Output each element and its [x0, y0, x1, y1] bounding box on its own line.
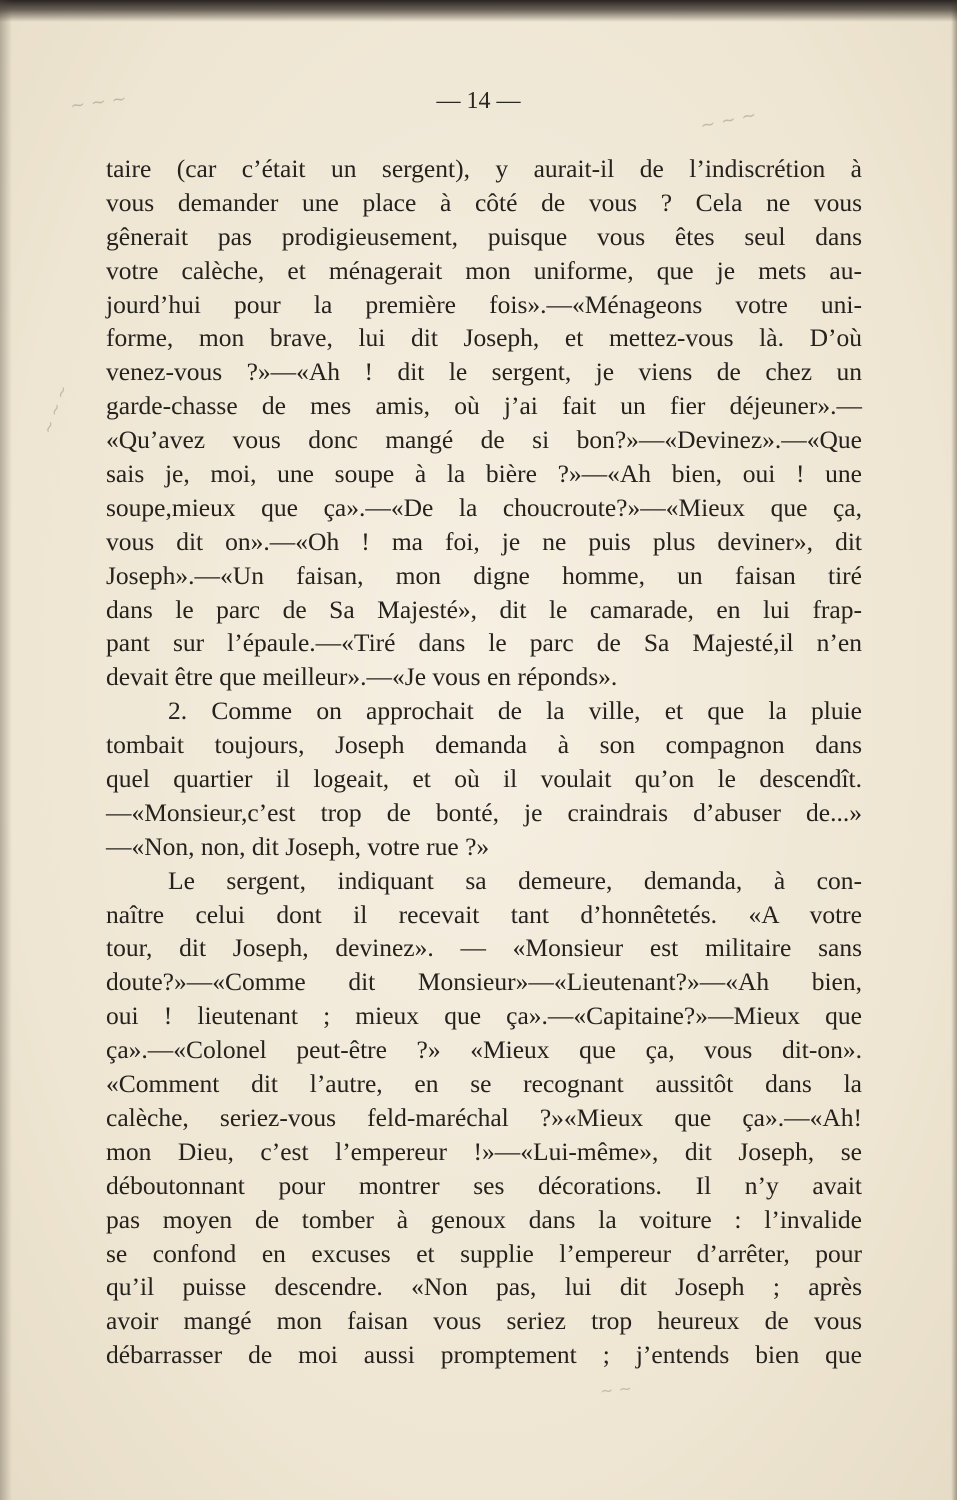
text-line: qu’il puisse descendre. «Non pas, lui dit Joseph ; après: [106, 1272, 862, 1302]
paragraph-start-line: Le sergent, indiquant sa demeure, demanda, à con-: [168, 865, 862, 895]
text-line: pant sur l’épaule.—«Tiré dans le parc de Sa Majesté,il n’en: [106, 628, 862, 658]
text-line: vous demander une place à côté de vous ? Cela ne vous: [106, 187, 862, 217]
text-line: —«Monsieur,c’est trop de bonté, je craindrais d’abuser de...»: [106, 797, 862, 827]
text-line: quel quartier il logeait, et où il voulait qu’on le descendît.: [106, 764, 862, 794]
text-line: ça».—«Colonel peut-être ?» «Mieux que ça, vous dit-on».: [106, 1035, 862, 1065]
text-line: gênerait pas prodigieusement, puisque vous êtes seul dans: [106, 221, 862, 251]
text-line: garde-chasse de mes amis, où j’ai fait un fier déjeuner».—: [106, 391, 862, 421]
text-line: débarrasser de moi aussi promptement ; j’entends bien que: [106, 1340, 862, 1370]
pencil-marginalia: ~ ~ ~: [37, 382, 73, 437]
text-line: Joseph».—«Un faisan, mon digne homme, un faisan tiré: [106, 560, 862, 590]
text-line: oui ! lieutenant ; mieux que ça».—«Capitaine?»—Mieux que: [106, 1001, 862, 1031]
text-line: déboutonnant pour montrer ses décorations. Il n’y avait: [106, 1170, 862, 1200]
page-number: — 14 —: [436, 88, 521, 114]
paragraph-start-line: 2. Comme on approchait de la ville, et que la pluie: [168, 696, 862, 726]
text-line: vous dit on».—«Oh ! ma foi, je ne puis plus deviner», dit: [106, 526, 862, 556]
gutter-shadow: [0, 0, 12, 1500]
page-edge: [951, 0, 957, 1500]
text-line: forme, mon brave, lui dit Joseph, et mettez-vous là. D’où: [106, 323, 862, 353]
binding-shadow: [0, 0, 957, 22]
text-line: devait être que meilleur».—«Je vous en réponds».: [106, 662, 618, 692]
text-line: tour, dit Joseph, devinez». — «Monsieur est militaire sans: [106, 933, 862, 963]
text-line: doute?»—«Comme dit Monsieur»—«Lieutenant?»—«Ah bien,: [106, 967, 862, 997]
text-line: tombait toujours, Joseph demanda à son compagnon dans: [106, 730, 862, 760]
text-line: naître celui dont il recevait tant d’honnêtetés. «A votre: [106, 899, 862, 929]
text-line: taire (car c’était un sergent), y aurait-il de l’indiscrétion à: [106, 154, 862, 183]
text-line: soupe,mieux que ça».—«De la choucroute?»—«Mieux que ça,: [106, 492, 862, 522]
text-line: avoir mangé mon faisan vous seriez trop heureux de vous: [106, 1306, 862, 1336]
body-text: [106, 152, 862, 1372]
text-line: mon Dieu, c’est l’empereur !»—«Lui-même», dit Joseph, se: [106, 1136, 862, 1166]
text-line: dans le parc de Sa Majesté», dit le camarade, en lui frap-: [106, 594, 862, 624]
text-line: pas moyen de tomber à genoux dans la voiture : l’invalide: [106, 1204, 862, 1234]
text-line: votre calèche, et ménagerait mon uniforme, que je mets au-: [106, 255, 862, 285]
text-line: «Comment dit l’autre, en se recognant aussitôt dans la: [106, 1069, 862, 1099]
text-line: calèche, seriez-vous feld-maréchal ?»«Mieux que ça».—«Ah!: [106, 1102, 862, 1132]
pencil-marginalia: ~ ~: [599, 1378, 633, 1401]
pencil-marginalia: ~ ~ ~: [698, 104, 759, 137]
text-line: jourd’hui pour la première fois».—«Ménageons votre uni-: [106, 289, 862, 319]
text-line: «Qu’avez vous donc mangé de si bon?»—«Devinez».—«Que: [106, 425, 862, 455]
text-line: se confond en excuses et supplie l’empereur d’arrêter, pour: [106, 1238, 862, 1268]
text-line: —«Non, non, dit Joseph, votre rue ?»: [106, 831, 490, 861]
text-line: venez-vous ?»—«Ah ! dit le sergent, je viens de chez un: [106, 357, 862, 387]
text-line: sais je, moi, une soupe à la bière ?»—«Ah bien, oui ! une: [106, 459, 862, 489]
pencil-marginalia: ~ ~ ~: [68, 88, 128, 117]
